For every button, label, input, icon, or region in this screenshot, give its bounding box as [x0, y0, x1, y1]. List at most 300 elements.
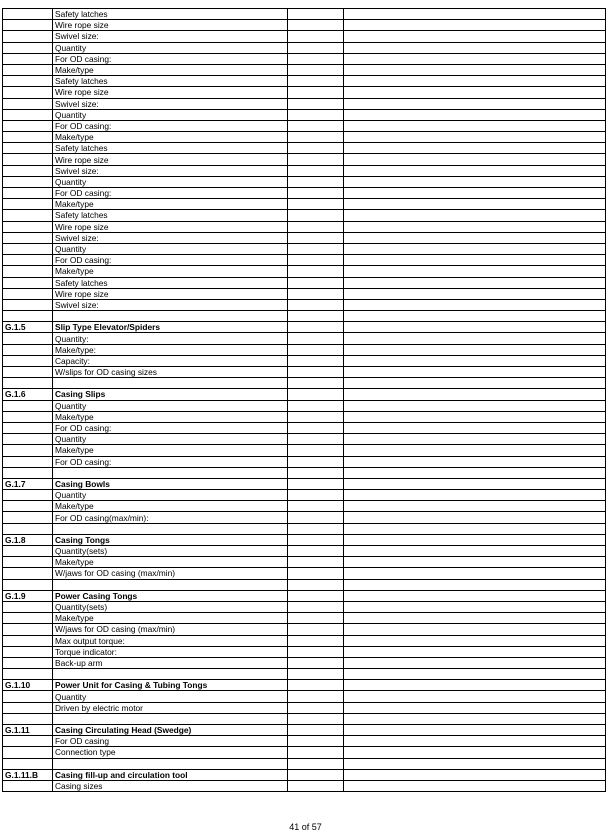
- answer-cell: [288, 725, 344, 736]
- item-code-cell: [3, 199, 53, 210]
- answer-cell: [288, 467, 344, 478]
- answer-cell: [288, 445, 344, 456]
- answer-cell: [288, 456, 344, 467]
- item-code-cell: G.1.11: [3, 725, 53, 736]
- section-header-row: [3, 769, 606, 780]
- item-description-cell: Wire rope size: [53, 288, 288, 299]
- table-row: [3, 98, 606, 109]
- table-row: [3, 311, 606, 322]
- item-code-cell: [3, 53, 53, 64]
- remarks-cell: [344, 277, 606, 288]
- remarks-cell: [344, 646, 606, 657]
- table-row: [3, 378, 606, 389]
- item-code-cell: [3, 702, 53, 713]
- table-row: [3, 702, 606, 713]
- item-description-cell: Wire rope size: [53, 87, 288, 98]
- item-code-cell: [3, 210, 53, 221]
- answer-cell: [288, 243, 344, 254]
- item-description-cell: W/slips for OD casing sizes: [53, 367, 288, 378]
- item-code-cell: [3, 512, 53, 523]
- item-description-cell: Safety latches: [53, 210, 288, 221]
- item-code-cell: [3, 367, 53, 378]
- item-description-cell: Swivel size:: [53, 165, 288, 176]
- table-row: [3, 154, 606, 165]
- item-description-cell: Casing sizes: [53, 780, 288, 791]
- answer-cell: [288, 344, 344, 355]
- item-code-cell: [3, 344, 53, 355]
- table-row: [3, 42, 606, 53]
- remarks-cell: [344, 378, 606, 389]
- remarks-cell: [344, 165, 606, 176]
- item-description-cell: [53, 579, 288, 590]
- table-row: [3, 568, 606, 579]
- remarks-cell: [344, 635, 606, 646]
- answer-cell: [288, 277, 344, 288]
- remarks-cell: [344, 680, 606, 691]
- table-row: [3, 624, 606, 635]
- item-code-cell: [3, 613, 53, 624]
- remarks-cell: [344, 747, 606, 758]
- item-description-cell: Quantity(sets): [53, 546, 288, 557]
- answer-cell: [288, 188, 344, 199]
- answer-cell: [288, 266, 344, 277]
- item-code-cell: [3, 501, 53, 512]
- answer-cell: [288, 646, 344, 657]
- item-code-cell: [3, 378, 53, 389]
- item-code-cell: [3, 490, 53, 501]
- section-header-row: [3, 478, 606, 489]
- answer-cell: [288, 680, 344, 691]
- answer-cell: [288, 221, 344, 232]
- remarks-cell: [344, 736, 606, 747]
- item-code-cell: [3, 758, 53, 769]
- table-row: [3, 780, 606, 791]
- answer-cell: [288, 42, 344, 53]
- item-description-cell: W/jaws for OD casing (max/min): [53, 624, 288, 635]
- table-row: [3, 411, 606, 422]
- answer-cell: [288, 769, 344, 780]
- table-row: [3, 467, 606, 478]
- table-row: [3, 143, 606, 154]
- item-code-cell: [3, 64, 53, 75]
- answer-cell: [288, 747, 344, 758]
- item-description-cell: For OD casing:: [53, 255, 288, 266]
- table-row: [3, 691, 606, 702]
- item-description-cell: [53, 758, 288, 769]
- item-description-cell: Slip Type Elevator/Spiders: [53, 322, 288, 333]
- remarks-cell: [344, 434, 606, 445]
- table-row: [3, 9, 606, 20]
- item-description-cell: Casing Slips: [53, 389, 288, 400]
- answer-cell: [288, 389, 344, 400]
- item-code-cell: [3, 624, 53, 635]
- table-row: [3, 176, 606, 187]
- remarks-cell: [344, 400, 606, 411]
- item-code-cell: [3, 20, 53, 31]
- item-code-cell: [3, 288, 53, 299]
- remarks-cell: [344, 769, 606, 780]
- item-description-cell: Connection type: [53, 747, 288, 758]
- item-description-cell: Casing Tongs: [53, 534, 288, 545]
- item-code-cell: [3, 780, 53, 791]
- table-row: [3, 758, 606, 769]
- item-description-cell: Make/type: [53, 501, 288, 512]
- item-description-cell: For OD casing:: [53, 188, 288, 199]
- remarks-cell: [344, 725, 606, 736]
- table-row: [3, 669, 606, 680]
- item-description-cell: Max output torque:: [53, 635, 288, 646]
- answer-cell: [288, 322, 344, 333]
- item-description-cell: Back-up arm: [53, 657, 288, 668]
- remarks-cell: [344, 132, 606, 143]
- table-row: [3, 422, 606, 433]
- table-row: [3, 232, 606, 243]
- remarks-cell: [344, 42, 606, 53]
- remarks-cell: [344, 344, 606, 355]
- remarks-cell: [344, 299, 606, 310]
- item-description-cell: For OD casing:: [53, 120, 288, 131]
- remarks-cell: [344, 557, 606, 568]
- answer-cell: [288, 333, 344, 344]
- answer-cell: [288, 132, 344, 143]
- table-row: [3, 53, 606, 64]
- item-description-cell: Quantity: [53, 176, 288, 187]
- remarks-cell: [344, 467, 606, 478]
- table-row: [3, 76, 606, 87]
- section-header-row: [3, 389, 606, 400]
- remarks-cell: [344, 579, 606, 590]
- item-description-cell: Make/type: [53, 411, 288, 422]
- item-code-cell: [3, 434, 53, 445]
- answer-cell: [288, 255, 344, 266]
- item-code-cell: [3, 568, 53, 579]
- table-row: [3, 747, 606, 758]
- item-code-cell: G.1.10: [3, 680, 53, 691]
- answer-cell: [288, 579, 344, 590]
- table-row: [3, 243, 606, 254]
- item-code-cell: [3, 635, 53, 646]
- answer-cell: [288, 523, 344, 534]
- item-code-cell: G.1.9: [3, 590, 53, 601]
- table-row: [3, 400, 606, 411]
- answer-cell: [288, 109, 344, 120]
- item-description-cell: Casing Circulating Head (Swedge): [53, 725, 288, 736]
- item-code-cell: [3, 120, 53, 131]
- answer-cell: [288, 635, 344, 646]
- table-row: [3, 344, 606, 355]
- remarks-cell: [344, 143, 606, 154]
- item-description-cell: Make/type: [53, 613, 288, 624]
- item-code-cell: [3, 143, 53, 154]
- remarks-cell: [344, 613, 606, 624]
- answer-cell: [288, 154, 344, 165]
- answer-cell: [288, 490, 344, 501]
- item-description-cell: [53, 669, 288, 680]
- item-code-cell: G.1.7: [3, 478, 53, 489]
- item-description-cell: For OD casing:: [53, 422, 288, 433]
- remarks-cell: [344, 523, 606, 534]
- answer-cell: [288, 624, 344, 635]
- item-code-cell: [3, 333, 53, 344]
- item-code-cell: [3, 311, 53, 322]
- remarks-cell: [344, 20, 606, 31]
- item-description-cell: Power Unit for Casing & Tubing Tongs: [53, 680, 288, 691]
- remarks-cell: [344, 255, 606, 266]
- item-description-cell: Make/type: [53, 266, 288, 277]
- remarks-cell: [344, 422, 606, 433]
- remarks-cell: [344, 669, 606, 680]
- answer-cell: [288, 31, 344, 42]
- item-description-cell: Wire rope size: [53, 221, 288, 232]
- table-row: [3, 490, 606, 501]
- item-code-cell: [3, 277, 53, 288]
- table-row: [3, 434, 606, 445]
- item-code-cell: [3, 411, 53, 422]
- item-description-cell: Casing Bowls: [53, 478, 288, 489]
- item-description-cell: Quantity: [53, 691, 288, 702]
- remarks-cell: [344, 411, 606, 422]
- answer-cell: [288, 657, 344, 668]
- remarks-cell: [344, 288, 606, 299]
- remarks-cell: [344, 546, 606, 557]
- section-header-row: [3, 725, 606, 736]
- item-code-cell: G.1.11.B: [3, 769, 53, 780]
- answer-cell: [288, 64, 344, 75]
- table-row: [3, 657, 606, 668]
- item-description-cell: Quantity:: [53, 333, 288, 344]
- item-description-cell: Wire rope size: [53, 20, 288, 31]
- item-description-cell: For OD casing: [53, 736, 288, 747]
- table-row: [3, 445, 606, 456]
- item-description-cell: W/jaws for OD casing (max/min): [53, 568, 288, 579]
- remarks-cell: [344, 501, 606, 512]
- remarks-cell: [344, 333, 606, 344]
- item-code-cell: [3, 669, 53, 680]
- remarks-cell: [344, 568, 606, 579]
- table-row: [3, 456, 606, 467]
- remarks-cell: [344, 758, 606, 769]
- remarks-cell: [344, 243, 606, 254]
- answer-cell: [288, 411, 344, 422]
- remarks-cell: [344, 512, 606, 523]
- item-code-cell: [3, 579, 53, 590]
- table-row: [3, 165, 606, 176]
- table-row: [3, 613, 606, 624]
- answer-cell: [288, 143, 344, 154]
- answer-cell: [288, 613, 344, 624]
- item-description-cell: Make/type: [53, 199, 288, 210]
- answer-cell: [288, 713, 344, 724]
- item-code-cell: [3, 422, 53, 433]
- answer-cell: [288, 98, 344, 109]
- item-description-cell: [53, 713, 288, 724]
- table-row: [3, 132, 606, 143]
- answer-cell: [288, 780, 344, 791]
- section-header-row: [3, 590, 606, 601]
- item-code-cell: [3, 98, 53, 109]
- remarks-cell: [344, 322, 606, 333]
- remarks-cell: [344, 478, 606, 489]
- item-code-cell: G.1.8: [3, 534, 53, 545]
- table-row: [3, 523, 606, 534]
- remarks-cell: [344, 120, 606, 131]
- answer-cell: [288, 568, 344, 579]
- item-code-cell: [3, 165, 53, 176]
- answer-cell: [288, 288, 344, 299]
- remarks-cell: [344, 53, 606, 64]
- remarks-cell: [344, 534, 606, 545]
- answer-cell: [288, 355, 344, 366]
- item-code-cell: [3, 221, 53, 232]
- item-description-cell: Quantity: [53, 109, 288, 120]
- remarks-cell: [344, 389, 606, 400]
- item-description-cell: Driven by electric motor: [53, 702, 288, 713]
- item-code-cell: [3, 109, 53, 120]
- item-code-cell: [3, 87, 53, 98]
- item-code-cell: [3, 691, 53, 702]
- remarks-cell: [344, 188, 606, 199]
- item-description-cell: Swivel size:: [53, 232, 288, 243]
- remarks-cell: [344, 456, 606, 467]
- answer-cell: [288, 367, 344, 378]
- remarks-cell: [344, 266, 606, 277]
- remarks-cell: [344, 355, 606, 366]
- item-description-cell: Make/type:: [53, 344, 288, 355]
- remarks-cell: [344, 154, 606, 165]
- answer-cell: [288, 165, 344, 176]
- section-header-row: [3, 534, 606, 545]
- remarks-cell: [344, 87, 606, 98]
- remarks-cell: [344, 76, 606, 87]
- item-description-cell: Swivel size:: [53, 299, 288, 310]
- answer-cell: [288, 176, 344, 187]
- table-row: [3, 221, 606, 232]
- remarks-cell: [344, 367, 606, 378]
- item-code-cell: [3, 42, 53, 53]
- item-code-cell: [3, 299, 53, 310]
- remarks-cell: [344, 31, 606, 42]
- answer-cell: [288, 478, 344, 489]
- answer-cell: [288, 422, 344, 433]
- table-row: [3, 635, 606, 646]
- specification-rows: [3, 9, 606, 792]
- item-description-cell: [53, 311, 288, 322]
- table-row: [3, 31, 606, 42]
- item-description-cell: Safety latches: [53, 277, 288, 288]
- item-description-cell: Make/type: [53, 557, 288, 568]
- item-description-cell: [53, 467, 288, 478]
- answer-cell: [288, 210, 344, 221]
- item-code-cell: [3, 557, 53, 568]
- page-number: 41 of 57: [289, 822, 322, 832]
- table-row: [3, 333, 606, 344]
- item-description-cell: For OD casing:: [53, 456, 288, 467]
- table-row: [3, 210, 606, 221]
- table-row: [3, 120, 606, 131]
- item-description-cell: Make/type: [53, 132, 288, 143]
- answer-cell: [288, 20, 344, 31]
- answer-cell: [288, 601, 344, 612]
- remarks-cell: [344, 221, 606, 232]
- answer-cell: [288, 400, 344, 411]
- item-description-cell: Make/type: [53, 64, 288, 75]
- table-row: [3, 546, 606, 557]
- table-row: [3, 87, 606, 98]
- item-description-cell: Casing fill-up and circulation tool: [53, 769, 288, 780]
- table-row: [3, 601, 606, 612]
- answer-cell: [288, 758, 344, 769]
- table-row: [3, 512, 606, 523]
- remarks-cell: [344, 232, 606, 243]
- answer-cell: [288, 669, 344, 680]
- table-row: [3, 713, 606, 724]
- item-code-cell: G.1.5: [3, 322, 53, 333]
- remarks-cell: [344, 199, 606, 210]
- item-description-cell: Quantity: [53, 490, 288, 501]
- answer-cell: [288, 590, 344, 601]
- answer-cell: [288, 546, 344, 557]
- table-row: [3, 199, 606, 210]
- table-row: [3, 557, 606, 568]
- table-row: [3, 109, 606, 120]
- remarks-cell: [344, 691, 606, 702]
- remarks-cell: [344, 445, 606, 456]
- answer-cell: [288, 702, 344, 713]
- table-row: [3, 255, 606, 266]
- item-description-cell: Swivel size:: [53, 98, 288, 109]
- item-code-cell: [3, 9, 53, 20]
- item-code-cell: [3, 646, 53, 657]
- item-code-cell: [3, 445, 53, 456]
- answer-cell: [288, 501, 344, 512]
- table-row: [3, 299, 606, 310]
- remarks-cell: [344, 624, 606, 635]
- answer-cell: [288, 76, 344, 87]
- item-code-cell: [3, 266, 53, 277]
- answer-cell: [288, 299, 344, 310]
- item-description-cell: Quantity: [53, 400, 288, 411]
- remarks-cell: [344, 109, 606, 120]
- item-code-cell: [3, 232, 53, 243]
- table-row: [3, 277, 606, 288]
- item-code-cell: [3, 601, 53, 612]
- item-code-cell: [3, 400, 53, 411]
- remarks-cell: [344, 490, 606, 501]
- item-code-cell: [3, 176, 53, 187]
- table-row: [3, 501, 606, 512]
- remarks-cell: [344, 98, 606, 109]
- answer-cell: [288, 53, 344, 64]
- item-code-cell: [3, 546, 53, 557]
- item-description-cell: Safety latches: [53, 143, 288, 154]
- table-row: [3, 646, 606, 657]
- table-row: [3, 579, 606, 590]
- answer-cell: [288, 434, 344, 445]
- remarks-cell: [344, 9, 606, 20]
- item-code-cell: [3, 747, 53, 758]
- answer-cell: [288, 199, 344, 210]
- remarks-cell: [344, 210, 606, 221]
- answer-cell: [288, 311, 344, 322]
- item-code-cell: [3, 76, 53, 87]
- item-code-cell: [3, 255, 53, 266]
- answer-cell: [288, 378, 344, 389]
- remarks-cell: [344, 601, 606, 612]
- table-row: [3, 736, 606, 747]
- answer-cell: [288, 557, 344, 568]
- section-header-row: [3, 680, 606, 691]
- item-description-cell: Capacity:: [53, 355, 288, 366]
